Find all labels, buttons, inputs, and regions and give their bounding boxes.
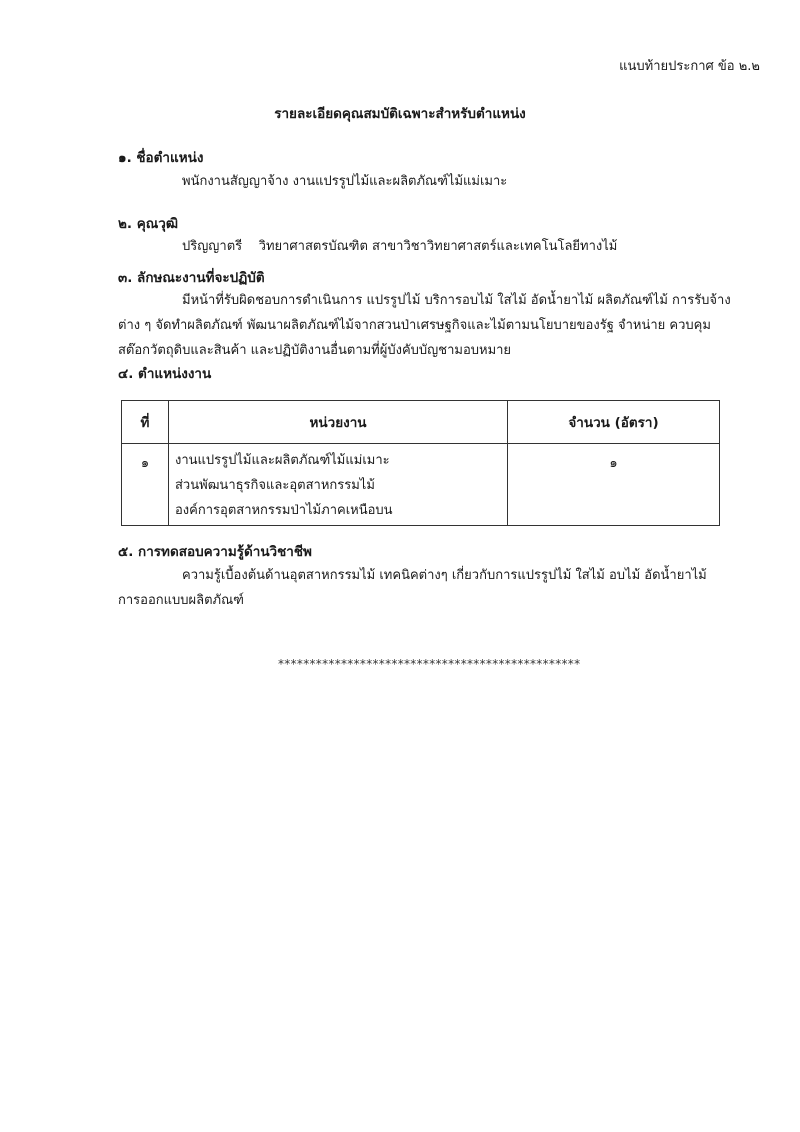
unit-line: งานแปรรูปไม้และผลิตภัณฑ์ไม้แม่เมาะ [175, 453, 390, 468]
job-description-line: ต่าง ๆ จัดทำผลิตภัณฑ์ พัฒนาผลิตภัณฑ์ไม้จากสวนป่าเศรษฐกิจและไม้ตามนโยบายของรัฐ จำหน่าย ควบคุม [118, 318, 711, 333]
row-unit [169, 444, 508, 526]
announcement-reference: แนบท้ายประกาศ ข้อ ๒.๒ [619, 59, 760, 74]
header-count: จำนวน (อัตรา) [508, 401, 720, 444]
unit-line: ส่วนพัฒนาธุรกิจและอุตสาหกรรมไม้ [175, 478, 375, 493]
header-no: ที่ [122, 401, 169, 444]
row-count: ๑ [508, 444, 720, 526]
exam-topics-line: ความรู้เบื้องต้นด้านอุตสาหกรรมไม้ เทคนิคต่างๆ เกี่ยวกับการแปรรูปไม้ ใสไม้ อบไม้ อัดน้ำยาไม้ [182, 568, 707, 583]
unit-line: องค์การอุตสาหกรรมป่าไม้ภาคเหนือบน [175, 503, 393, 518]
row-no: ๑ [122, 444, 169, 526]
qualification: ปริญญาตรี วิทยาศาสตรบัณฑิต สาขาวิชาวิทยาศาสตร์และเทคโนโลยีทางไม้ [182, 239, 618, 254]
document-title: รายละเอียดคุณสมบัติเฉพาะสำหรับตำแหน่ง [274, 106, 526, 122]
job-description-line: สต๊อกวัตถุดิบและสินค้า และปฏิบัติงานอื่นตามที่ผู้บังคับบัญชามอบหมาย [118, 343, 512, 358]
end-marker: ************************************************ [278, 657, 581, 671]
table-row [122, 444, 720, 526]
job-description [118, 288, 780, 363]
section-3-heading: ๓. ลักษณะงานที่จะปฏิบัติ [118, 270, 265, 286]
section-4-heading: ๔. ตำแหน่งงาน [118, 366, 212, 382]
section-1-heading: ๑. ชื่อตำแหน่ง [118, 150, 204, 166]
job-description-line: มีหน้าที่รับผิดชอบการดำเนินการ แปรรูปไม้ บริการอบไม้ ใสไม้ อัดน้ำยาไม้ ผลิตภัณฑ์ไม้ การรับจ้าง [182, 293, 731, 308]
header-unit: หน่วยงาน [169, 401, 508, 444]
section-5-heading: ๕. การทดสอบความรู้ด้านวิชาชีพ [118, 544, 312, 560]
position-name: พนักงานสัญญาจ้าง งานแปรรูปไม้และผลิตภัณฑ์ไม้แม่เมาะ [182, 174, 508, 189]
section-2-heading: ๒. คุณวุฒิ [118, 216, 179, 232]
exam-topics-line: การออกแบบผลิตภัณฑ์ [118, 593, 244, 608]
table-header-row [122, 401, 720, 444]
position-table [121, 400, 720, 526]
